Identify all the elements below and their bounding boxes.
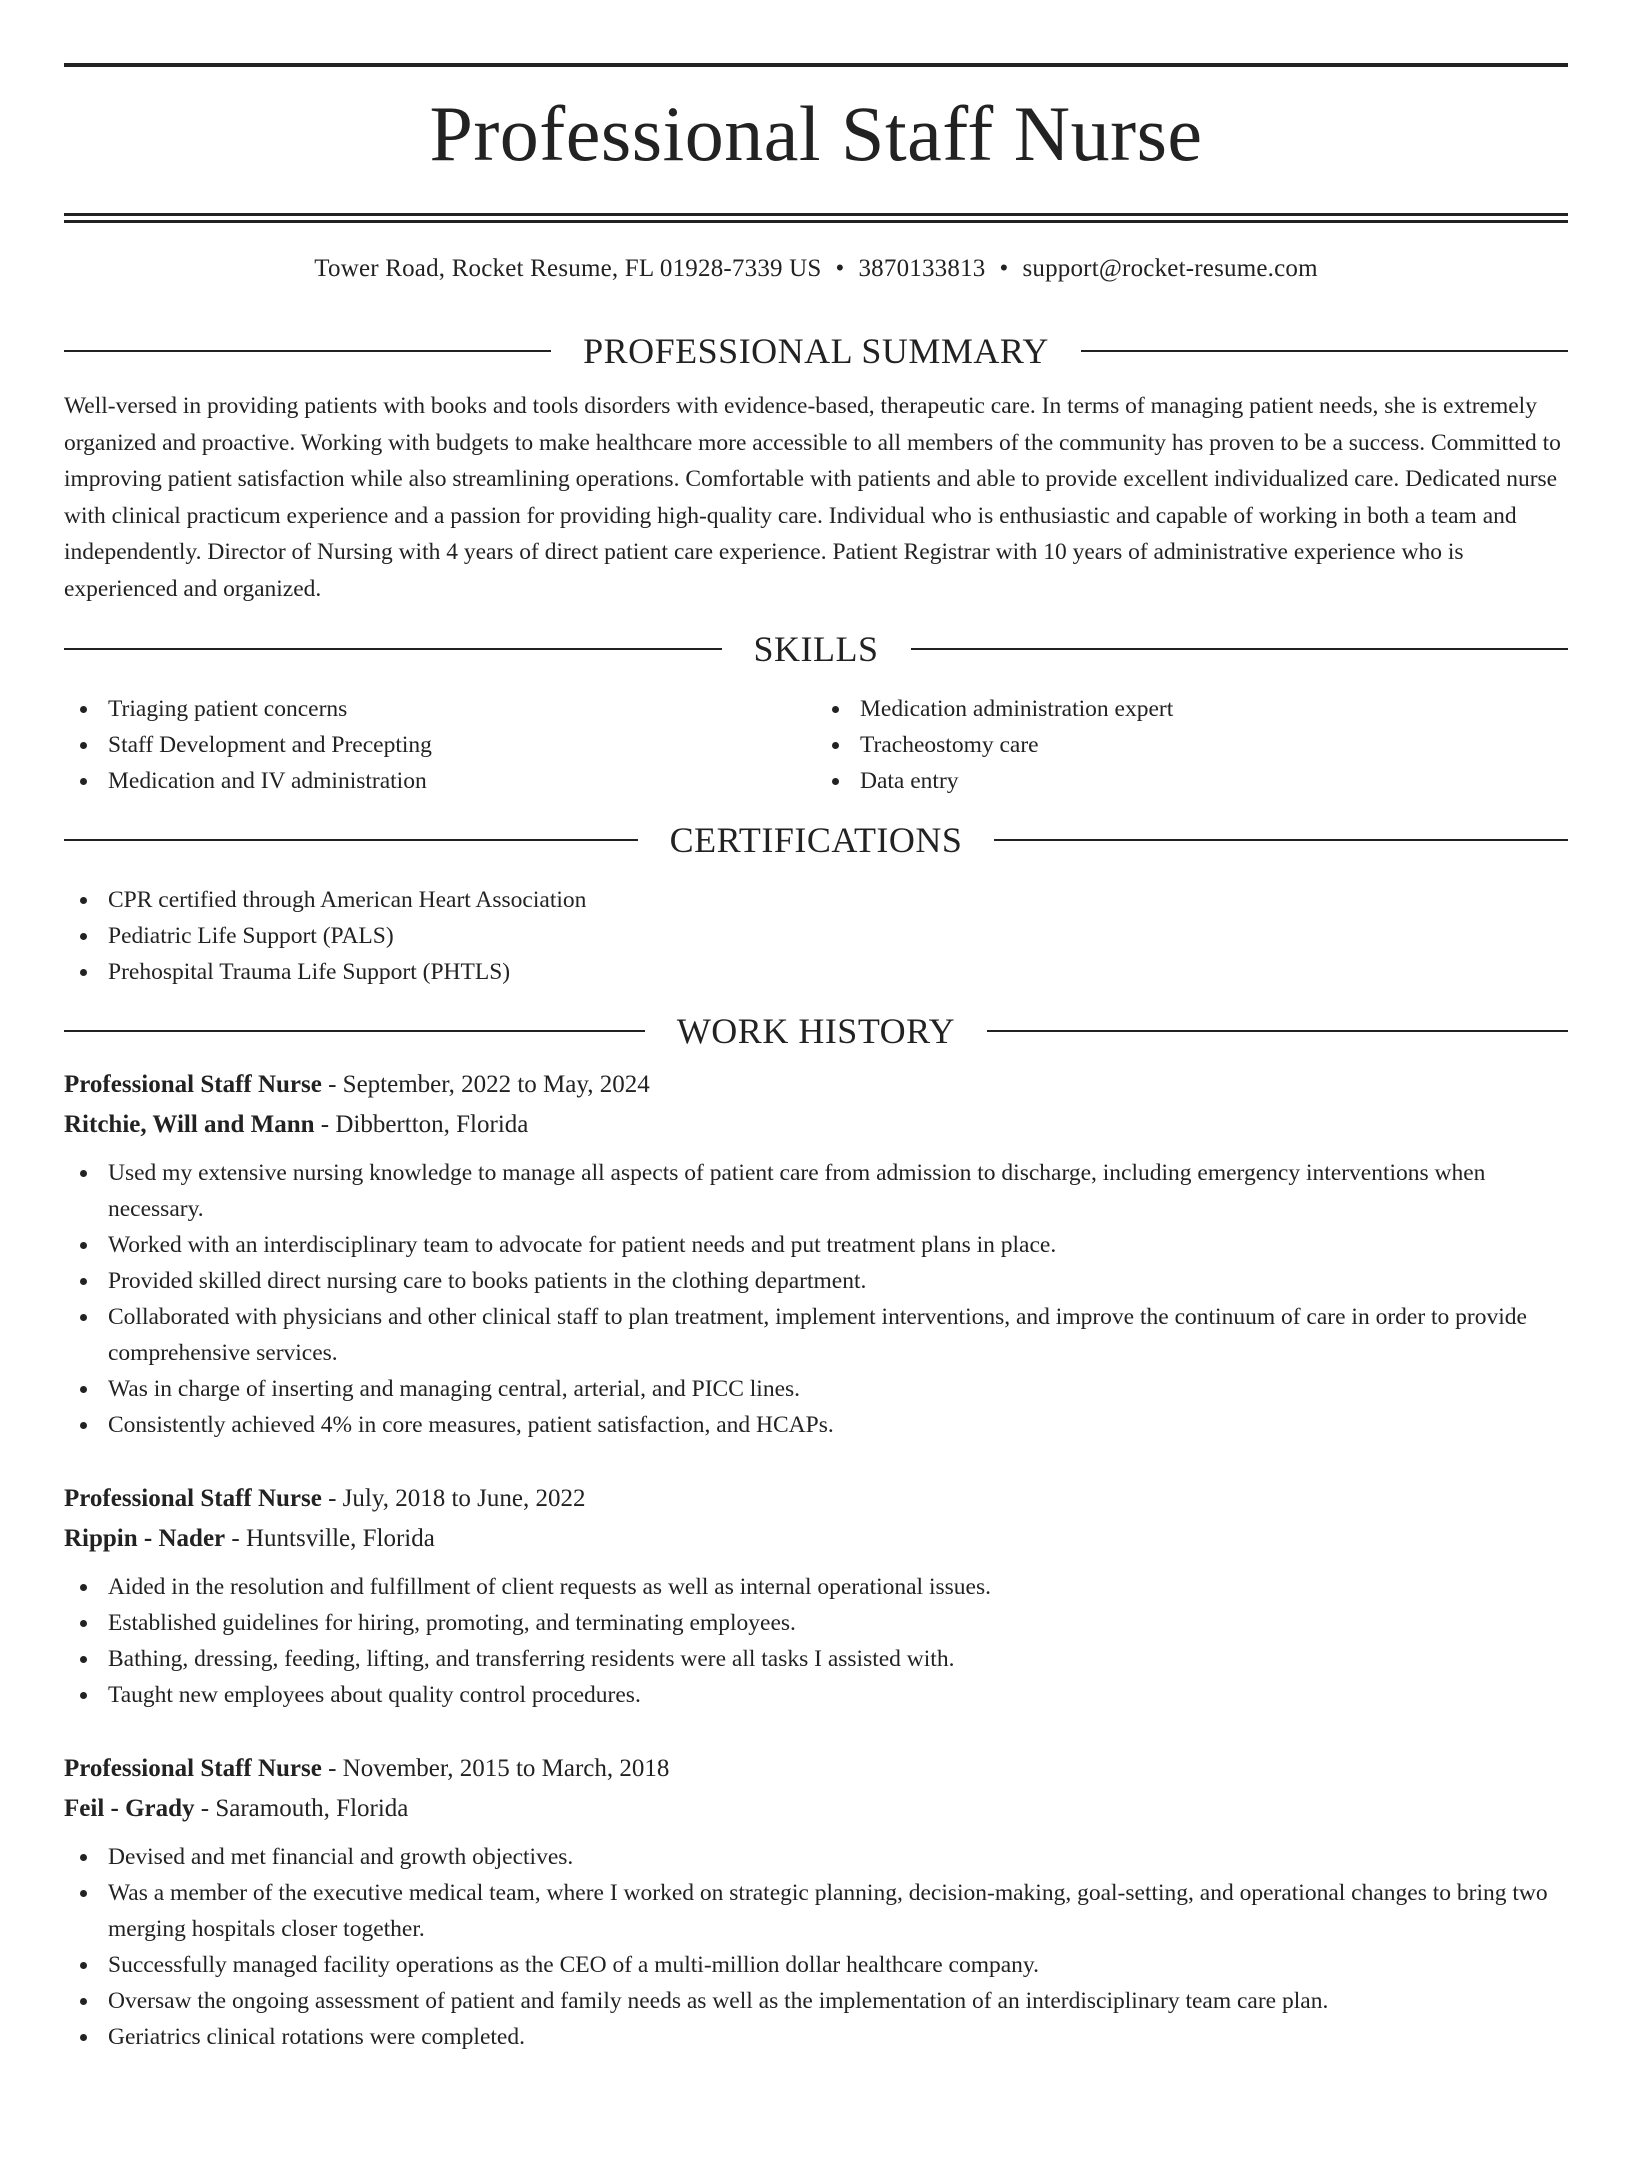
job-company: Feil - Grady [64, 1795, 195, 1822]
job-location: - Dibbertton, Florida [314, 1111, 529, 1138]
top-rule [64, 63, 1568, 67]
job-company-line [64, 1789, 1568, 1829]
section-title: WORK HISTORY [676, 1011, 956, 1051]
skill-item: Data entry [816, 763, 1568, 799]
heading-rule-right [911, 648, 1569, 650]
job-company: Ritchie, Will and Mann [64, 1111, 315, 1138]
job-bullet: Geriatrics clinical rotations were completed. [64, 2019, 1568, 2055]
skill-item: Tracheostomy care [816, 727, 1568, 763]
resume-page [0, 63, 1632, 2175]
candidate-name: Professional Staff Nurse [429, 90, 1203, 177]
job-bullets [64, 1569, 1568, 1713]
contact-address: Tower Road, Rocket Resume, FL 01928-7339 US [314, 255, 822, 282]
contact-separator: • [835, 255, 845, 282]
header-double-rule [64, 213, 1568, 223]
skill-item: Staff Development and Precepting [64, 727, 816, 763]
job-location: - Huntsville, Florida [225, 1525, 435, 1552]
section-title: SKILLS [753, 629, 879, 669]
certifications-list [64, 882, 1568, 990]
section-heading-summary [64, 333, 1568, 369]
summary-paragraph: Well-versed in providing patients with books and tools disorders with evidence-based, therapeutic care. In terms of managing patient needs, she is extremely organized and proactive. Working with budgets to make healthcare more accessible to all members of the community has proven to be a success. Committed to improving patient satisfaction while also streamlining operations. Comfortable with patients and able to provide excellent individualized care. Dedicated nurse with clinical practicum experience and a passion for providing high-quality care. Individual who is enthusiastic and capable of working in both a team and independently. Director of Nursing with 4 years of direct patient care experience. Patient Registrar with 10 years of administrative experience who is experienced and organized. [64, 393, 1561, 602]
job-bullet: Collaborated with physicians and other clinical staff to plan treatment, implement interventions, and improve the continuum of care in order to provide comprehensive services. [64, 1299, 1568, 1371]
job-bullet: Successfully managed facility operations as the CEO of a multi-million dollar healthcare company. [64, 1947, 1568, 1983]
contact-phone: 3870133813 [858, 255, 986, 282]
job-bullet: Was a member of the executive medical team, where I worked on strategic planning, decision-making, goal-setting, and operational changes to bring two merging hospitals closer together. [64, 1875, 1568, 1947]
job-bullet: Used my extensive nursing knowledge to manage all aspects of patient care from admission to discharge, including emergency interventions when necessary. [64, 1155, 1568, 1227]
job-bullets [64, 1839, 1568, 2055]
heading-rule-left [64, 648, 722, 650]
job-bullet: Taught new employees about quality control procedures. [64, 1677, 1568, 1713]
job-bullet: Was in charge of inserting and managing central, arterial, and PICC lines. [64, 1371, 1568, 1407]
certification-item: CPR certified through American Heart Association [64, 882, 1568, 918]
section-heading-work-history [64, 1013, 1568, 1049]
skill-item: Triaging patient concerns [64, 691, 816, 727]
section-heading-skills [64, 631, 1568, 667]
heading-rule-right [994, 839, 1568, 841]
job-bullet: Worked with an interdisciplinary team to advocate for patient needs and put treatment plans in place. [64, 1227, 1568, 1263]
heading-rule-left [64, 839, 638, 841]
contact-line [64, 256, 1568, 286]
certification-item: Pediatric Life Support (PALS) [64, 918, 1568, 954]
job-title-line [64, 1749, 1568, 1789]
skills-list-left [64, 691, 816, 799]
heading-rule-right [1081, 350, 1568, 352]
skill-item: Medication administration expert [816, 691, 1568, 727]
heading-rule-left [64, 350, 551, 352]
contact-separator: • [999, 255, 1009, 282]
job-bullet: Oversaw the ongoing assessment of patient and family needs as well as the implementation of an interdisciplinary team care plan. [64, 1983, 1568, 2019]
skills-list-right [816, 691, 1568, 799]
job-bullet: Consistently achieved 4% in core measures, patient satisfaction, and HCAPs. [64, 1407, 1568, 1443]
job-bullet: Aided in the resolution and fulfillment of client requests as well as internal operational issues. [64, 1569, 1568, 1605]
job-dates: - November, 2015 to March, 2018 [321, 1755, 670, 1782]
job-company-line [64, 1519, 1568, 1559]
job-title: Professional Staff Nurse [64, 1485, 322, 1512]
job-title: Professional Staff Nurse [64, 1071, 322, 1098]
job-company-line [64, 1105, 1568, 1145]
skill-item: Medication and IV administration [64, 763, 816, 799]
contact-email: support@rocket-resume.com [1022, 255, 1318, 282]
section-title: CERTIFICATIONS [669, 820, 963, 860]
section-title: PROFESSIONAL SUMMARY [583, 331, 1049, 371]
heading-rule-right [987, 1030, 1568, 1032]
job-dates: - July, 2018 to June, 2022 [321, 1485, 586, 1512]
job-title: Professional Staff Nurse [64, 1755, 322, 1782]
job-company: Rippin - Nader [64, 1525, 226, 1552]
job-bullet: Devised and met financial and growth objectives. [64, 1839, 1568, 1875]
job-entry [64, 1065, 1568, 1443]
job-bullet: Bathing, dressing, feeding, lifting, and transferring residents were all tasks I assisted with. [64, 1641, 1568, 1677]
job-bullet: Provided skilled direct nursing care to books patients in the clothing department. [64, 1263, 1568, 1299]
job-dates: - September, 2022 to May, 2024 [321, 1071, 650, 1098]
certification-item: Prehospital Trauma Life Support (PHTLS) [64, 954, 1568, 990]
job-title-line [64, 1479, 1568, 1519]
job-location: - Saramouth, Florida [194, 1795, 409, 1822]
job-entry [64, 1479, 1568, 1713]
job-entry [64, 1749, 1568, 2055]
section-heading-certifications [64, 822, 1568, 858]
heading-rule-left [64, 1030, 645, 1032]
job-bullets [64, 1155, 1568, 1443]
skills-grid [64, 691, 1568, 799]
job-bullet: Established guidelines for hiring, promoting, and terminating employees. [64, 1605, 1568, 1641]
job-title-line [64, 1065, 1568, 1105]
